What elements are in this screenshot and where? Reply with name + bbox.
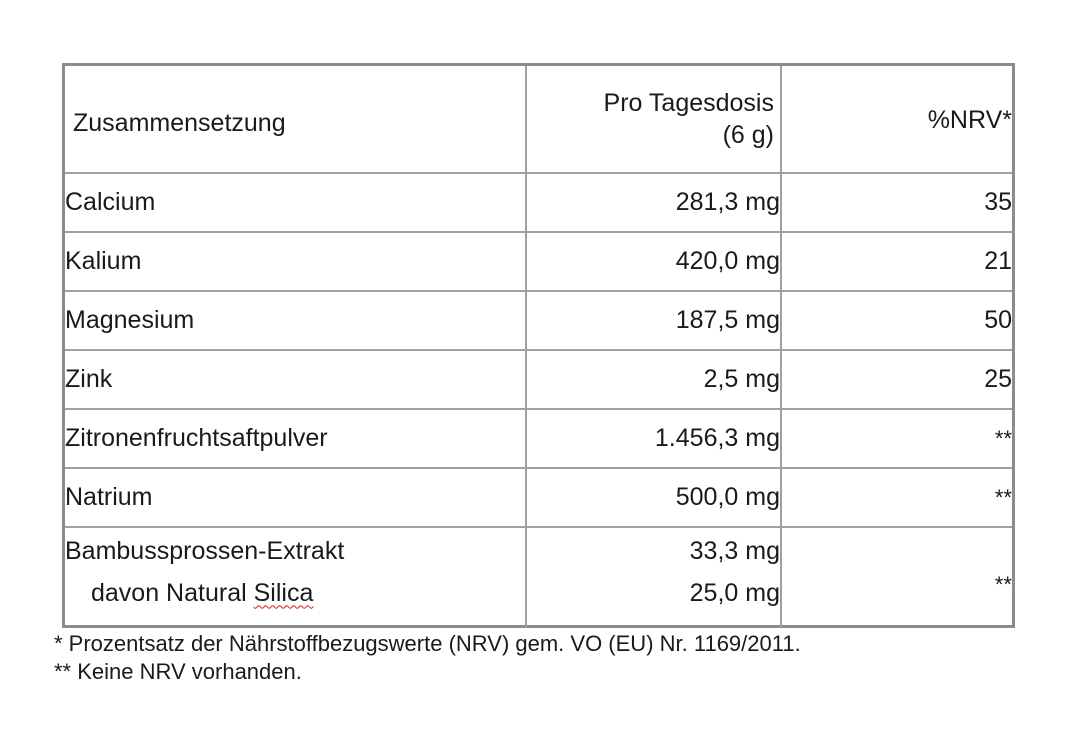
bamboo-extract-name: Bambussprossen-Extrakt — [65, 536, 345, 565]
row-nrv: 21 — [781, 232, 1012, 291]
header-nrv: %NRV* — [781, 66, 1012, 173]
header-composition: Zusammensetzung — [65, 66, 526, 173]
nutrition-table-frame — [62, 63, 1015, 628]
table-row — [65, 173, 1012, 232]
row-dose: 420,0 mg — [526, 232, 781, 291]
table-row — [65, 468, 1012, 527]
row-name: Magnesium — [65, 291, 526, 350]
row-name: Zitronenfruchtsaftpulver — [65, 409, 526, 468]
header-daily-dose-line2: (6 g) — [722, 121, 774, 149]
silica-prefix: davon Natural — [91, 578, 254, 607]
bamboo-extract-dose: 33,3 mg — [689, 536, 780, 565]
row-dose: 187,5 mg — [526, 291, 781, 350]
row-nrv: ** — [781, 468, 1012, 527]
footnote-nrv: * Prozentsatz der Nährstoffbezugswerte (NRV) gem. VO (EU) Nr. 1169/2011. — [54, 631, 801, 656]
row-nrv: 50 — [781, 291, 1012, 350]
row-name-bamboo — [65, 527, 526, 627]
row-dose: 281,3 mg — [526, 173, 781, 232]
silica-subrow-label — [65, 578, 525, 620]
table-row-bamboo — [65, 527, 1012, 627]
table-row — [65, 232, 1012, 291]
row-name: Natrium — [65, 468, 526, 527]
header-daily-dose-line1: Pro Tagesdosis — [603, 88, 774, 117]
table-row — [65, 350, 1012, 409]
row-dose-bamboo — [526, 527, 781, 627]
silica-dose: 25,0 mg — [689, 578, 780, 607]
row-nrv-bamboo: ** — [781, 527, 1012, 627]
table-row — [65, 291, 1012, 350]
row-name: Zink — [65, 350, 526, 409]
table-row — [65, 409, 1012, 468]
row-nrv: 35 — [781, 173, 1012, 232]
row-name: Calcium — [65, 173, 526, 232]
footnote-no-nrv: ** Keine NRV vorhanden. — [54, 659, 302, 684]
silica-word: Silica — [253, 578, 314, 607]
row-nrv: ** — [781, 409, 1012, 468]
header-daily-dose — [526, 66, 781, 173]
table-header-row — [65, 66, 1012, 173]
row-name: Kalium — [65, 232, 526, 291]
footnotes — [54, 630, 801, 686]
nutrition-table — [65, 66, 1012, 627]
row-dose: 1.456,3 mg — [526, 409, 781, 468]
row-dose: 2,5 mg — [526, 350, 781, 409]
row-nrv: 25 — [781, 350, 1012, 409]
row-dose: 500,0 mg — [526, 468, 781, 527]
